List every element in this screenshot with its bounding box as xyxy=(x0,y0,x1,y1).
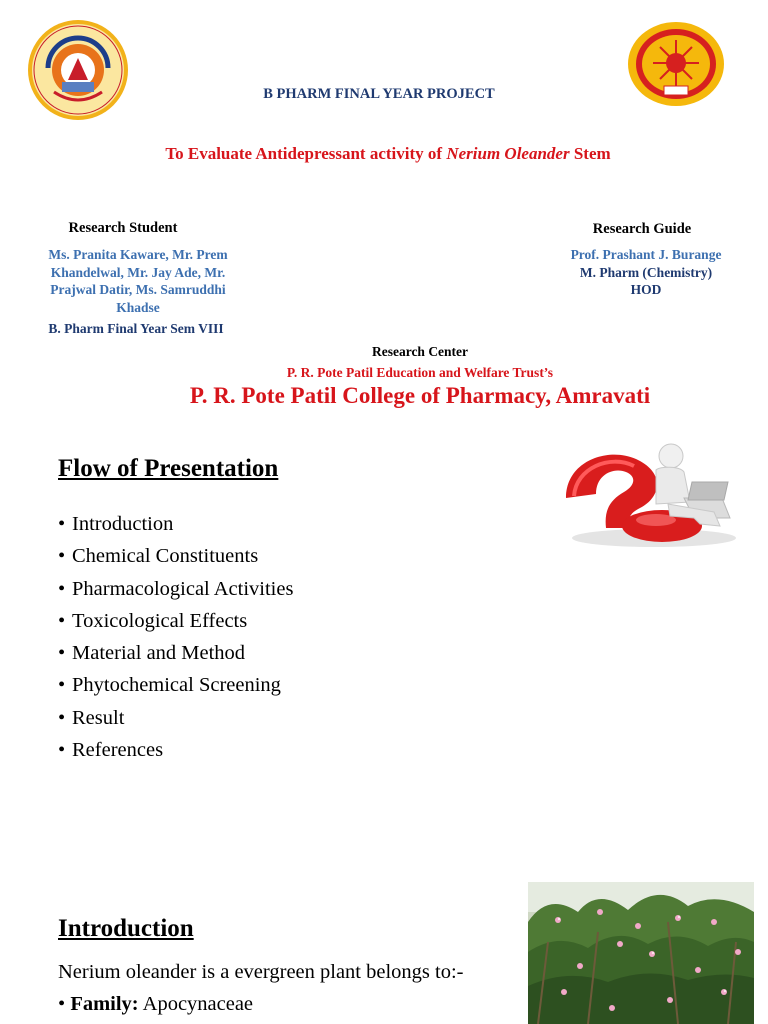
family-label: Family: xyxy=(70,993,139,1015)
bullet-icon: • xyxy=(58,674,66,697)
bullet-icon: • xyxy=(58,609,66,632)
topic-suffix: Stem xyxy=(569,144,611,163)
introduction-text: Nerium oleander is a evergreen plant belongs to:- xyxy=(58,961,464,983)
list-item: • Material and Method xyxy=(58,639,293,671)
list-item: • Result xyxy=(58,704,293,736)
bullet-icon: • xyxy=(58,545,66,568)
list-item: • Introduction xyxy=(58,510,293,542)
project-title: B PHARM FINAL YEAR PROJECT xyxy=(263,86,495,102)
family-value: Apocynaceae xyxy=(138,993,254,1015)
flow-list xyxy=(58,510,293,768)
research-guide-heading: Research Guide xyxy=(592,221,692,237)
list-item: • Chemical Constituents xyxy=(58,542,293,574)
project-topic xyxy=(0,144,768,164)
college-name: P. R. Pote Patil College of Pharmacy, Amravati xyxy=(189,383,651,408)
bullet-icon: • xyxy=(58,513,66,535)
guide-name: Prof. Prashant J. Burange xyxy=(570,247,722,262)
flow-heading: Flow of Presentation xyxy=(58,455,279,482)
student-names: Ms. Pranita Kaware, Mr. Prem Khandelwal, Mr. Jay Ade, Mr. Prajwal Datir, Ms. Samruddhi Khadse xyxy=(48,247,228,315)
trust-name: P. R. Pote Patil Education and Welfare Trust’s xyxy=(286,365,554,380)
research-student-heading: Research Student xyxy=(68,220,178,236)
list-item: • Phytochemical Screening xyxy=(58,671,293,703)
question-mark-person-illustration xyxy=(544,438,744,550)
introduction-heading: Introduction xyxy=(58,915,194,942)
oleander-plant-photo xyxy=(528,882,754,1024)
bullet-icon: • xyxy=(58,993,66,1015)
bullet-icon: • xyxy=(58,706,66,729)
bullet-icon: • xyxy=(58,739,66,762)
list-item: • References xyxy=(58,736,293,768)
list-item: • Toxicological Effects xyxy=(58,607,293,639)
guide-qualification: M. Pharm (Chemistry) xyxy=(579,265,713,280)
student-semester: B. Pharm Final Year Sem VIII xyxy=(48,321,224,336)
list-item: • Pharmacological Activities xyxy=(58,575,293,607)
topic-prefix: To Evaluate Antidepressant activity of xyxy=(165,144,447,163)
bullet-icon: • xyxy=(58,642,66,665)
guide-designation: HOD xyxy=(630,282,662,297)
college-logo xyxy=(26,18,130,122)
topic-species: Nerium Oleander xyxy=(446,144,570,163)
family-line xyxy=(58,993,253,1016)
bullet-icon: • xyxy=(58,577,66,600)
research-center-heading: Research Center xyxy=(371,344,469,359)
